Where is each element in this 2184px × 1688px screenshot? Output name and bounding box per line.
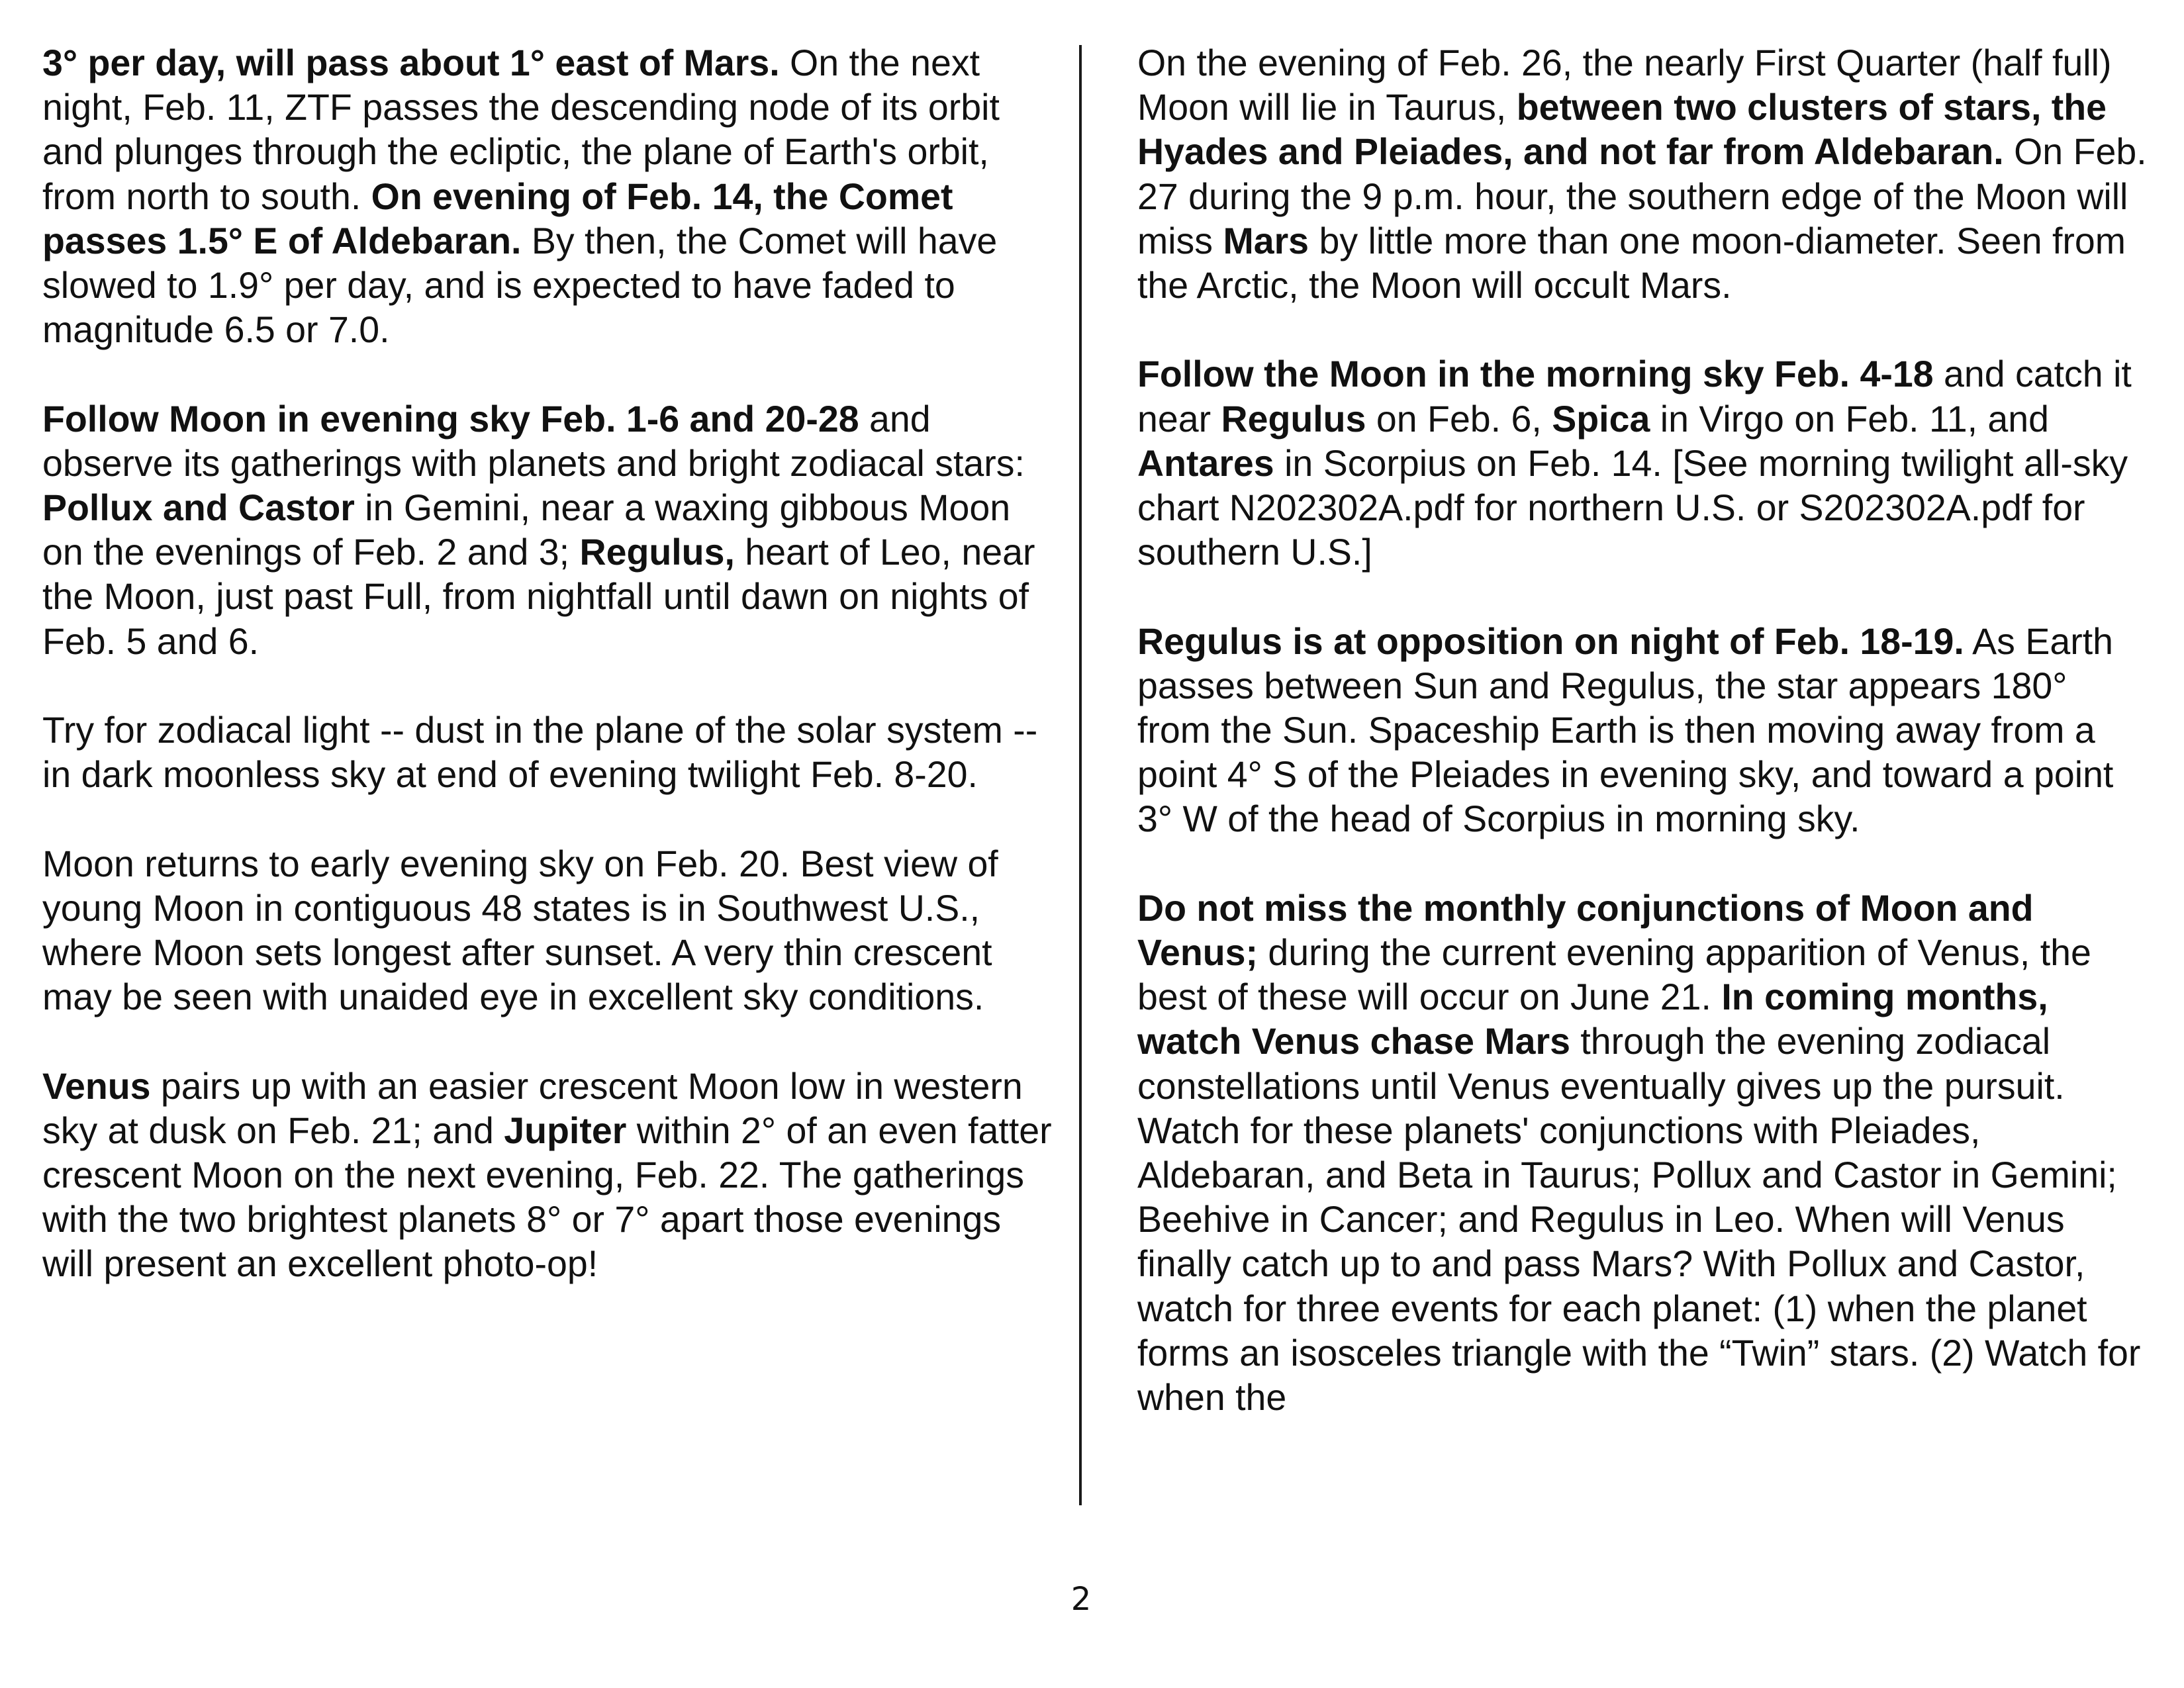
text-bold: Pollux and Castor — [42, 487, 355, 529]
text-bold: 3° per day, will pass about 1° east of Mars. — [42, 42, 780, 83]
paragraph-zodiacal-light — [42, 708, 1055, 797]
text-bold: Antares — [1137, 442, 1274, 484]
text: on Feb. 6, — [1366, 398, 1552, 440]
text: pairs up with an easier crescent Moon low in western sky at dusk on Feb. 21; and — [42, 1065, 1023, 1151]
text: through the evening zodiacal constellations until Venus eventually gives up the pursuit. Watch for these planets' conjunctions with Pleiades, Aldebaran, and Beta in Taurus; Pollux and Castor in Gemini; Beehive in Cancer; and Regulus in Leo. When will Venus finally catch up to and pass Mars? With Pollux and Castor, watch for three events for each planet: (1) when the planet forms an isosceles triangle with the “Twin” stars. (2) Watch for when the — [1137, 1021, 2141, 1419]
text: in Virgo on Feb. 11, and — [1650, 398, 2050, 440]
paragraph-venus-jupiter — [42, 1064, 1055, 1287]
text-bold: Follow the Moon in the morning sky Feb. 4-18 — [1137, 353, 1934, 395]
paragraph-first-quarter-moon — [1137, 41, 2150, 308]
text: within 2° of an even fatter crescent Moon on the next evening, Feb. 22. The gatherings with the two brightest planets 8° or 7° apart those evenings will present an excellent photo-op! — [42, 1109, 1052, 1285]
text-bold: On evening of Feb. 14, the Comet passes 1.5° E of Aldebaran. — [42, 175, 953, 261]
paragraph-young-moon — [42, 842, 1055, 1020]
text-bold: Mars — [1223, 220, 1309, 261]
text: Moon returns to early evening sky on Feb. 20. Best view of young Moon in contiguous 48 states is in Southwest U.S., where Moon sets longest after sunset. A very thin crescent may be seen with unaided eye in excellent sky conditions. — [42, 843, 998, 1018]
text-bold: In coming months, watch Venus chase Mars — [1137, 976, 2048, 1062]
text: On the evening of Feb. 26, the nearly First Quarter (half full) Moon will lie in Taurus, — [1137, 42, 2112, 128]
text-bold: Jupiter — [504, 1109, 627, 1151]
paragraph-venus-mars — [1137, 886, 2150, 1420]
text-bold: Regulus is at opposition on night of Feb. 18-19. — [1137, 620, 1964, 662]
paragraph-evening-moon — [42, 397, 1055, 664]
text: in Gemini, near a waxing gibbous Moon on the evenings of Feb. 2 and 3; — [42, 487, 1011, 573]
text-bold: Follow Moon in evening sky Feb. 1-6 and 20-28 — [42, 398, 859, 440]
text: and catch it near — [1137, 353, 2132, 440]
text: during the current evening apparition of Venus, the best of these will occur on June 21. — [1137, 932, 2091, 1018]
text: Try for zodiacal light -- dust in the plane of the solar system -- in dark moonless sky at end of evening twilight Feb. 8-20. — [42, 710, 1038, 796]
page-number: 2 — [1070, 1581, 1092, 1618]
paragraph-comet-ztf — [42, 41, 1055, 352]
text-bold: Do not miss the monthly conjunctions of Moon and Venus; — [1137, 887, 2034, 974]
text: heart of Leo, near the Moon, just past Full, from nightfall until dawn on nights of Feb. 5 and 6. — [42, 532, 1035, 662]
right-column — [1137, 41, 2150, 1464]
text: By then, the Comet will have slowed to 1.9° per day, and is expected to have faded to magnitude 6.5 or 7.0. — [42, 220, 998, 351]
column-divider — [1079, 45, 1082, 1505]
text-bold: between two clusters of stars, the Hyades and Pleiades, and not far from Aldebaran. — [1137, 87, 2107, 173]
text: in Scorpius on Feb. 14. [See morning twilight all-sky chart N202302A.pdf for northern U.S. or S202302A.pdf for southern U.S.] — [1137, 442, 2128, 573]
text-bold: Venus — [42, 1065, 151, 1107]
text: and observe its gatherings with planets and bright zodiacal stars: — [42, 398, 1025, 484]
left-column — [42, 41, 1055, 1331]
text-bold: Regulus, — [579, 532, 735, 573]
text-bold: Regulus — [1221, 398, 1366, 440]
text: On the next night, Feb. 11, ZTF passes the descending node of its orbit and plunges through the ecliptic, the plane of Earth's orbit, from north to south. — [42, 42, 1000, 217]
text: by little more than one moon-diameter. Seen from the Arctic, the Moon will occult Mars. — [1137, 220, 2126, 306]
text: As Earth passes between Sun and Regulus, the star appears 180° from the Sun. Spaceship Earth is then moving away from a point 4° S of the Pleiades in evening sky, and toward a point 3° W of the head of Scorpius in morning sky. — [1137, 620, 2114, 840]
text-bold: Spica — [1552, 398, 1650, 440]
paragraph-regulus-opposition — [1137, 620, 2150, 842]
paragraph-morning-moon — [1137, 352, 2150, 575]
text: On Feb. 27 during the 9 p.m. hour, the southern edge of the Moon will miss — [1137, 131, 2147, 261]
